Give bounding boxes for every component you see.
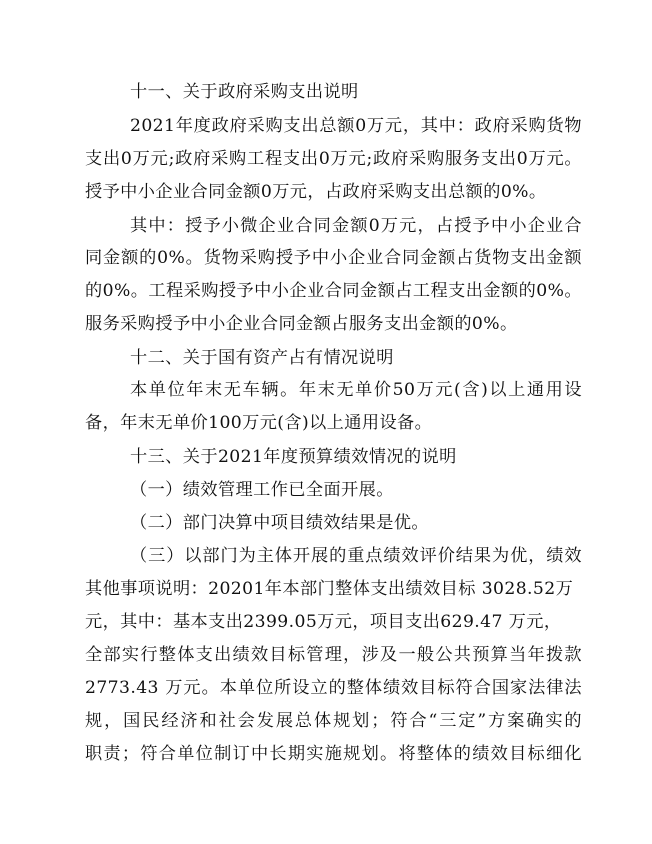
section-11-p2-line4: 服务采购授予中小企业合同金额占服务支出金额的0%。 — [85, 314, 518, 334]
section-12-p1-line1: 本单位年末无车辆。年末无单价50万元(含)以上通用设 — [130, 380, 582, 400]
section-13-item3-line1: （三）以部门为主体开展的重点绩效评价结果为优，绩效 — [130, 546, 582, 566]
section-13-item3-line5: 2773.43 万元。本单位所设立的整体绩效目标符合国家法律法 — [85, 678, 582, 698]
section-12-p1-line2: 备，年末无单价100万元(含)以上通用设备。 — [85, 413, 433, 433]
section-11-heading: 十一、关于政府采购支出说明 — [130, 82, 359, 102]
section-13-heading: 十三、关于2021年度预算绩效情况的说明 — [130, 447, 457, 467]
section-11-p2-line3: 的0%。工程采购授予中小企业合同金额占工程支出金额的0%。 — [85, 281, 582, 301]
section-13-item3-line3: 元，其中：基本支出2399.05万元，项目支出629.47 万元， — [85, 612, 562, 632]
section-13-item3-line4: 全部实行整体支出绩效目标管理，涉及一般公共预算当年拨款 — [85, 645, 582, 665]
section-11-p2-line1: 其中：授予小微企业合同金额0万元，占授予中小企业合 — [130, 216, 582, 236]
section-11-p1-line2: 支出0万元;政府采购工程支出0万元;政府采购服务支出0万元。 — [85, 149, 582, 169]
section-11-p1-line3: 授予中小企业合同金额0万元，占政府采购支出总额的0%。 — [85, 182, 547, 202]
section-13-item3-line7: 职责；符合单位制订中长期实施规划。将整体的绩效目标细化 — [85, 744, 582, 764]
section-12-heading: 十二、关于国有资产占有情况说明 — [130, 348, 394, 368]
section-13-item1: （一）绩效管理工作已全面开展。 — [130, 480, 394, 500]
section-13-item3-line2: 其他事项说明：20201年本部门整体支出绩效目标 3028.52万 — [85, 579, 574, 599]
section-13-item2: （二）部门决算中项目绩效结果是优。 — [130, 513, 429, 533]
section-11-p2-line2: 同金额的0%。货物采购授予中小企业合同金额占货物支出金额 — [85, 248, 582, 268]
section-11-p1-line1: 2021年度政府采购支出总额0万元，其中：政府采购货物 — [130, 116, 582, 136]
section-13-item3-line6: 规，国民经济和社会发展总体规划；符合“三定”方案确实的 — [85, 711, 582, 731]
